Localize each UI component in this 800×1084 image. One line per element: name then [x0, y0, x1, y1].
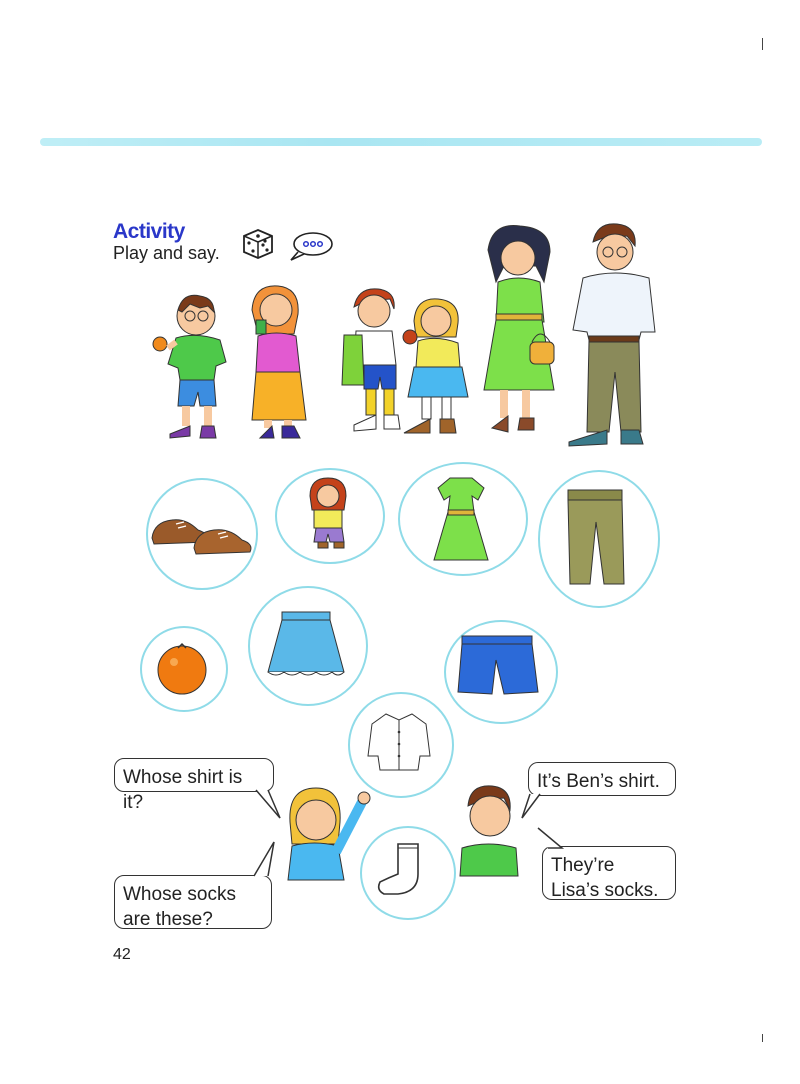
shorts-icon	[456, 634, 540, 698]
crop-mark-top	[762, 38, 763, 50]
speech-bubble-tail	[250, 840, 280, 878]
boy-with-jacket-illustration	[340, 285, 410, 435]
skirt-icon	[262, 610, 350, 680]
boy-with-orange-illustration	[148, 288, 233, 443]
speech-bubble-tail	[254, 790, 284, 820]
father-illustration	[565, 222, 660, 450]
girl-speaker-illustration	[284, 782, 370, 880]
orange-icon	[154, 640, 210, 696]
activity-heading: Activity	[113, 220, 185, 243]
speech-bubble-tail	[536, 826, 566, 850]
shirt-icon	[366, 712, 432, 774]
speech-bubble-bens-shirt: It’s Ben’s shirt.	[528, 762, 676, 796]
speech-bubble-tail	[520, 794, 550, 820]
speech-bubble-whose-socks: Whose socks are these?	[114, 875, 272, 929]
header-stripe	[40, 138, 762, 146]
doll-icon	[304, 476, 354, 550]
sock-icon	[374, 840, 434, 900]
page-number: 42	[113, 946, 131, 963]
girl-with-money-illustration	[238, 280, 313, 445]
shoes-icon	[150, 512, 254, 560]
girl-with-doll-illustration	[402, 293, 470, 438]
boy-speaker-illustration	[458, 782, 520, 876]
crop-mark-bottom	[762, 1034, 763, 1042]
dice-icon	[240, 226, 276, 262]
speech-bubble-whose-shirt: Whose shirt is it?	[114, 758, 274, 792]
speech-bubble-lisas-socks: They’re Lisa’s socks.	[542, 846, 676, 900]
mother-illustration	[478, 222, 560, 437]
speech-bubble-icon	[288, 230, 334, 262]
trousers-icon	[566, 488, 626, 588]
activity-instruction: Play and say.	[113, 243, 220, 263]
dress-icon	[432, 474, 490, 566]
